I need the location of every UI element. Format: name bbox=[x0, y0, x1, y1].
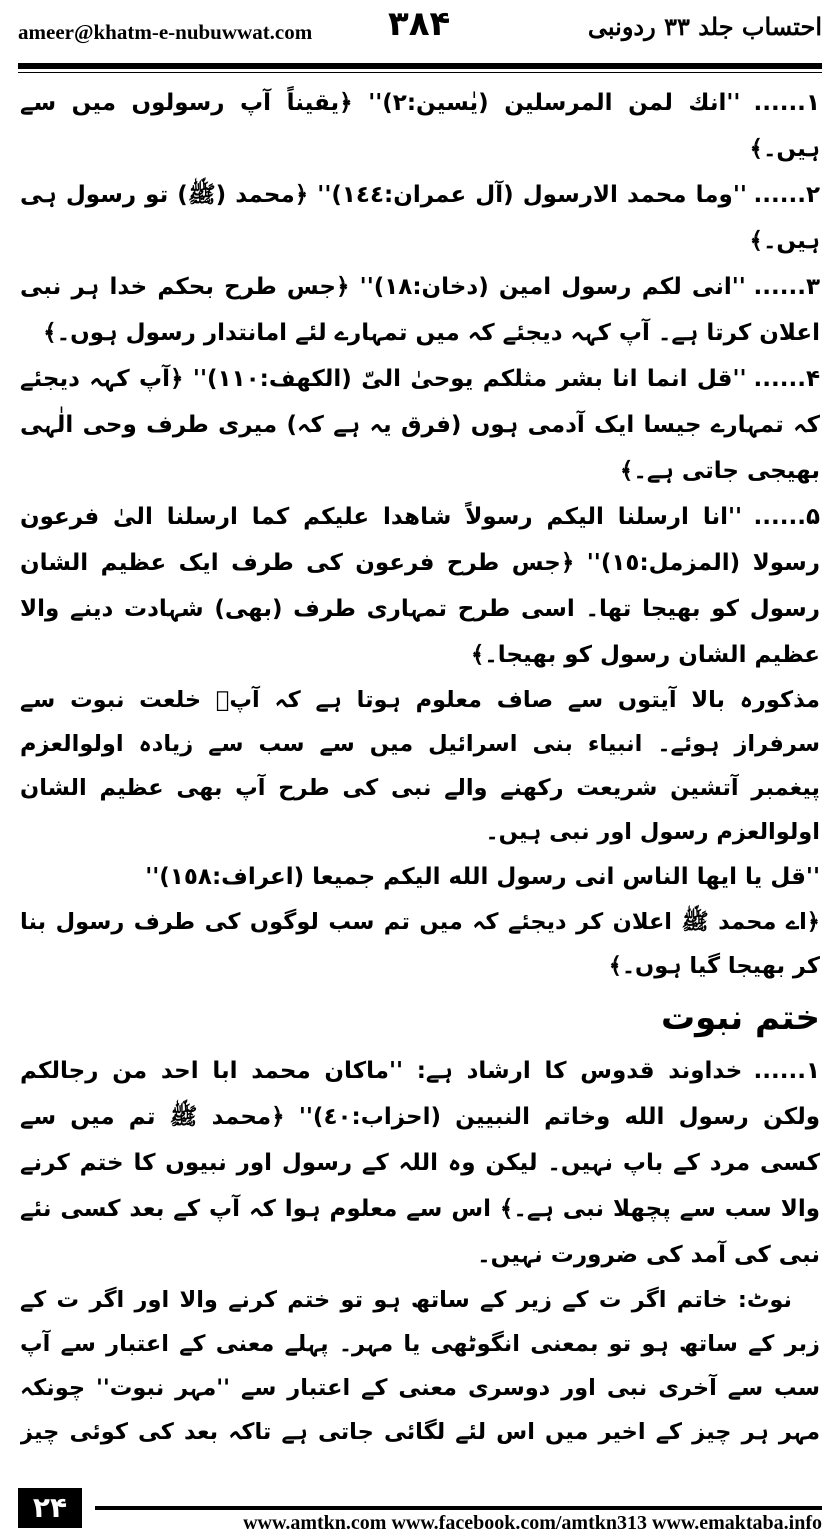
note-paragraph: نوٹ: خاتم اگر ت کے زیر کے ساتھ ہو تو ختم کرنے والا اور اگر ت کے زبر کے ساتھ ہو تو بمعنی انگوٹھی یا مہر۔ پہلے معنی کے اعتبار سے آپ سب سے آخری نبی اور دوسری معنی کے اعتبار سے ''مہر نبوت'' چونکہ مہر ہر چیز کے اخیر میں اس لئے لگائی جاتی ہے تاکہ بعد کی کوئی چیز bbox=[20, 1287, 820, 1445]
item-number: ۲...... bbox=[753, 182, 820, 208]
verse-item-1 bbox=[20, 80, 820, 172]
verse-item-3 bbox=[20, 264, 820, 356]
header-rule bbox=[18, 63, 822, 69]
item-number: ۵...... bbox=[753, 504, 820, 530]
page-body bbox=[20, 80, 820, 1460]
item-number: ۱...... bbox=[753, 1058, 820, 1084]
item-text: خداوند قدوس کا ارشاد ہے: ''ماکان محمد ابا احد من رجالکم ولکن رسول الله وخاتم النبیین (احزاب:٤٠)'' ﴿محمد ﷺ تم میں سے کسی مرد کے باپ نہیں۔ لیکن وہ اللہ کے رسول اور نبیوں کا ختم کرنے والا سب سے پچھلا نبی ہے۔﴾ اس سے معلوم ہوا کہ آپ کے بعد کسی نئے نبی کی آمد کی ضرورت نہیں۔ bbox=[20, 1058, 820, 1268]
header-book-title: احتساب جلد ۳۳ ردونبی bbox=[587, 12, 822, 41]
item-number: ۴...... bbox=[753, 366, 820, 392]
item-text: ''انا ارسلنا الیکم رسولاً شاهدا علیکم کما ارسلنا الیٰ فرعون رسولا (المزمل:١٥)'' ﴿جس طرح فرعون کی طرف ایک عظیم الشان رسول کو بھیجا تھا۔ اسی طرح تمہاری طرف (بھی) شہادت دینے والا عظیم الشان رسول کو بھیجا۔﴾ bbox=[20, 504, 820, 668]
item-text: ''وما محمد الارسول (آل عمران:١٤٤)'' ﴿محمد (ﷺ) تو رسول ہی ہیں۔﴾ bbox=[20, 182, 820, 254]
verse-item-4 bbox=[20, 356, 820, 494]
paragraph-commentary: مذکورہ بالا آیتوں سے صاف معلوم ہوتا ہے کہ آپؐ خلعت نبوت سے سرفراز ہوئے۔ انبیاء بنی اسرائیل میں سے سب سے زیادہ اولوالعزم پیغمبر آتشین شریعت رکھنے والے نبی کی طرح آپ بھی عظیم الشان اولوالعزم رسول اور نبی ہیں۔ bbox=[20, 687, 820, 845]
verse-item-5 bbox=[20, 494, 820, 678]
footer-urls: www.amtkn.com www.facebook.com/amtkn313 www.emaktaba.info bbox=[243, 1512, 822, 1534]
item-number: ۱...... bbox=[753, 90, 820, 116]
item-number: ۳...... bbox=[753, 274, 820, 300]
section-heading: ختم نبوت bbox=[660, 998, 820, 1038]
item-text: ''انك لمن المرسلين (يٰسين:٢)'' ﴿یقیناً آپ رسولوں میں سے ہیں۔﴾ bbox=[20, 90, 820, 162]
footer-page-box: ۲۴ bbox=[18, 1488, 82, 1528]
verse-translation: ﴿اے محمد ﷺ اعلان کر دیجئے کہ میں تم سب لوگوں کی طرف رسول بنا کر بھیجا گیا ہوں۔﴾ bbox=[20, 909, 820, 979]
header-page-number: ۳۸۴ bbox=[388, 4, 451, 44]
page-header bbox=[18, 0, 822, 60]
section-item-1 bbox=[20, 1048, 820, 1278]
verse-quote: ''قل یا ایها الناس انی رسول الله الیکم جمیعا (اعراف:١٥٨)'' bbox=[145, 864, 820, 890]
verse-item-2 bbox=[20, 172, 820, 264]
footer-rule bbox=[95, 1506, 822, 1510]
header-rule-thin bbox=[18, 72, 822, 73]
item-text: ''انی لکم رسول امین (دخان:١٨)'' ﴿جس طرح بحکم خدا ہر نبی اعلان کرتا ہے۔ آپ کہہ دیجئے کہ میں تمہارے لئے امانتدار رسول ہوں۔﴾ bbox=[20, 274, 820, 346]
item-text: ''قل انما انا بشر مثلکم یوحیٰ الیّ (الکهف:١١٠)'' ﴿آپ کہہ دیجئے کہ تمہارے جیسا ایک آدمی ہوں (فرق یہ ہے کہ) میری طرف وحی الٰہی بھیجی جاتی ہے۔﴾ bbox=[20, 366, 820, 484]
header-email: ameer@khatm-e-nubuwwat.com bbox=[18, 20, 313, 44]
